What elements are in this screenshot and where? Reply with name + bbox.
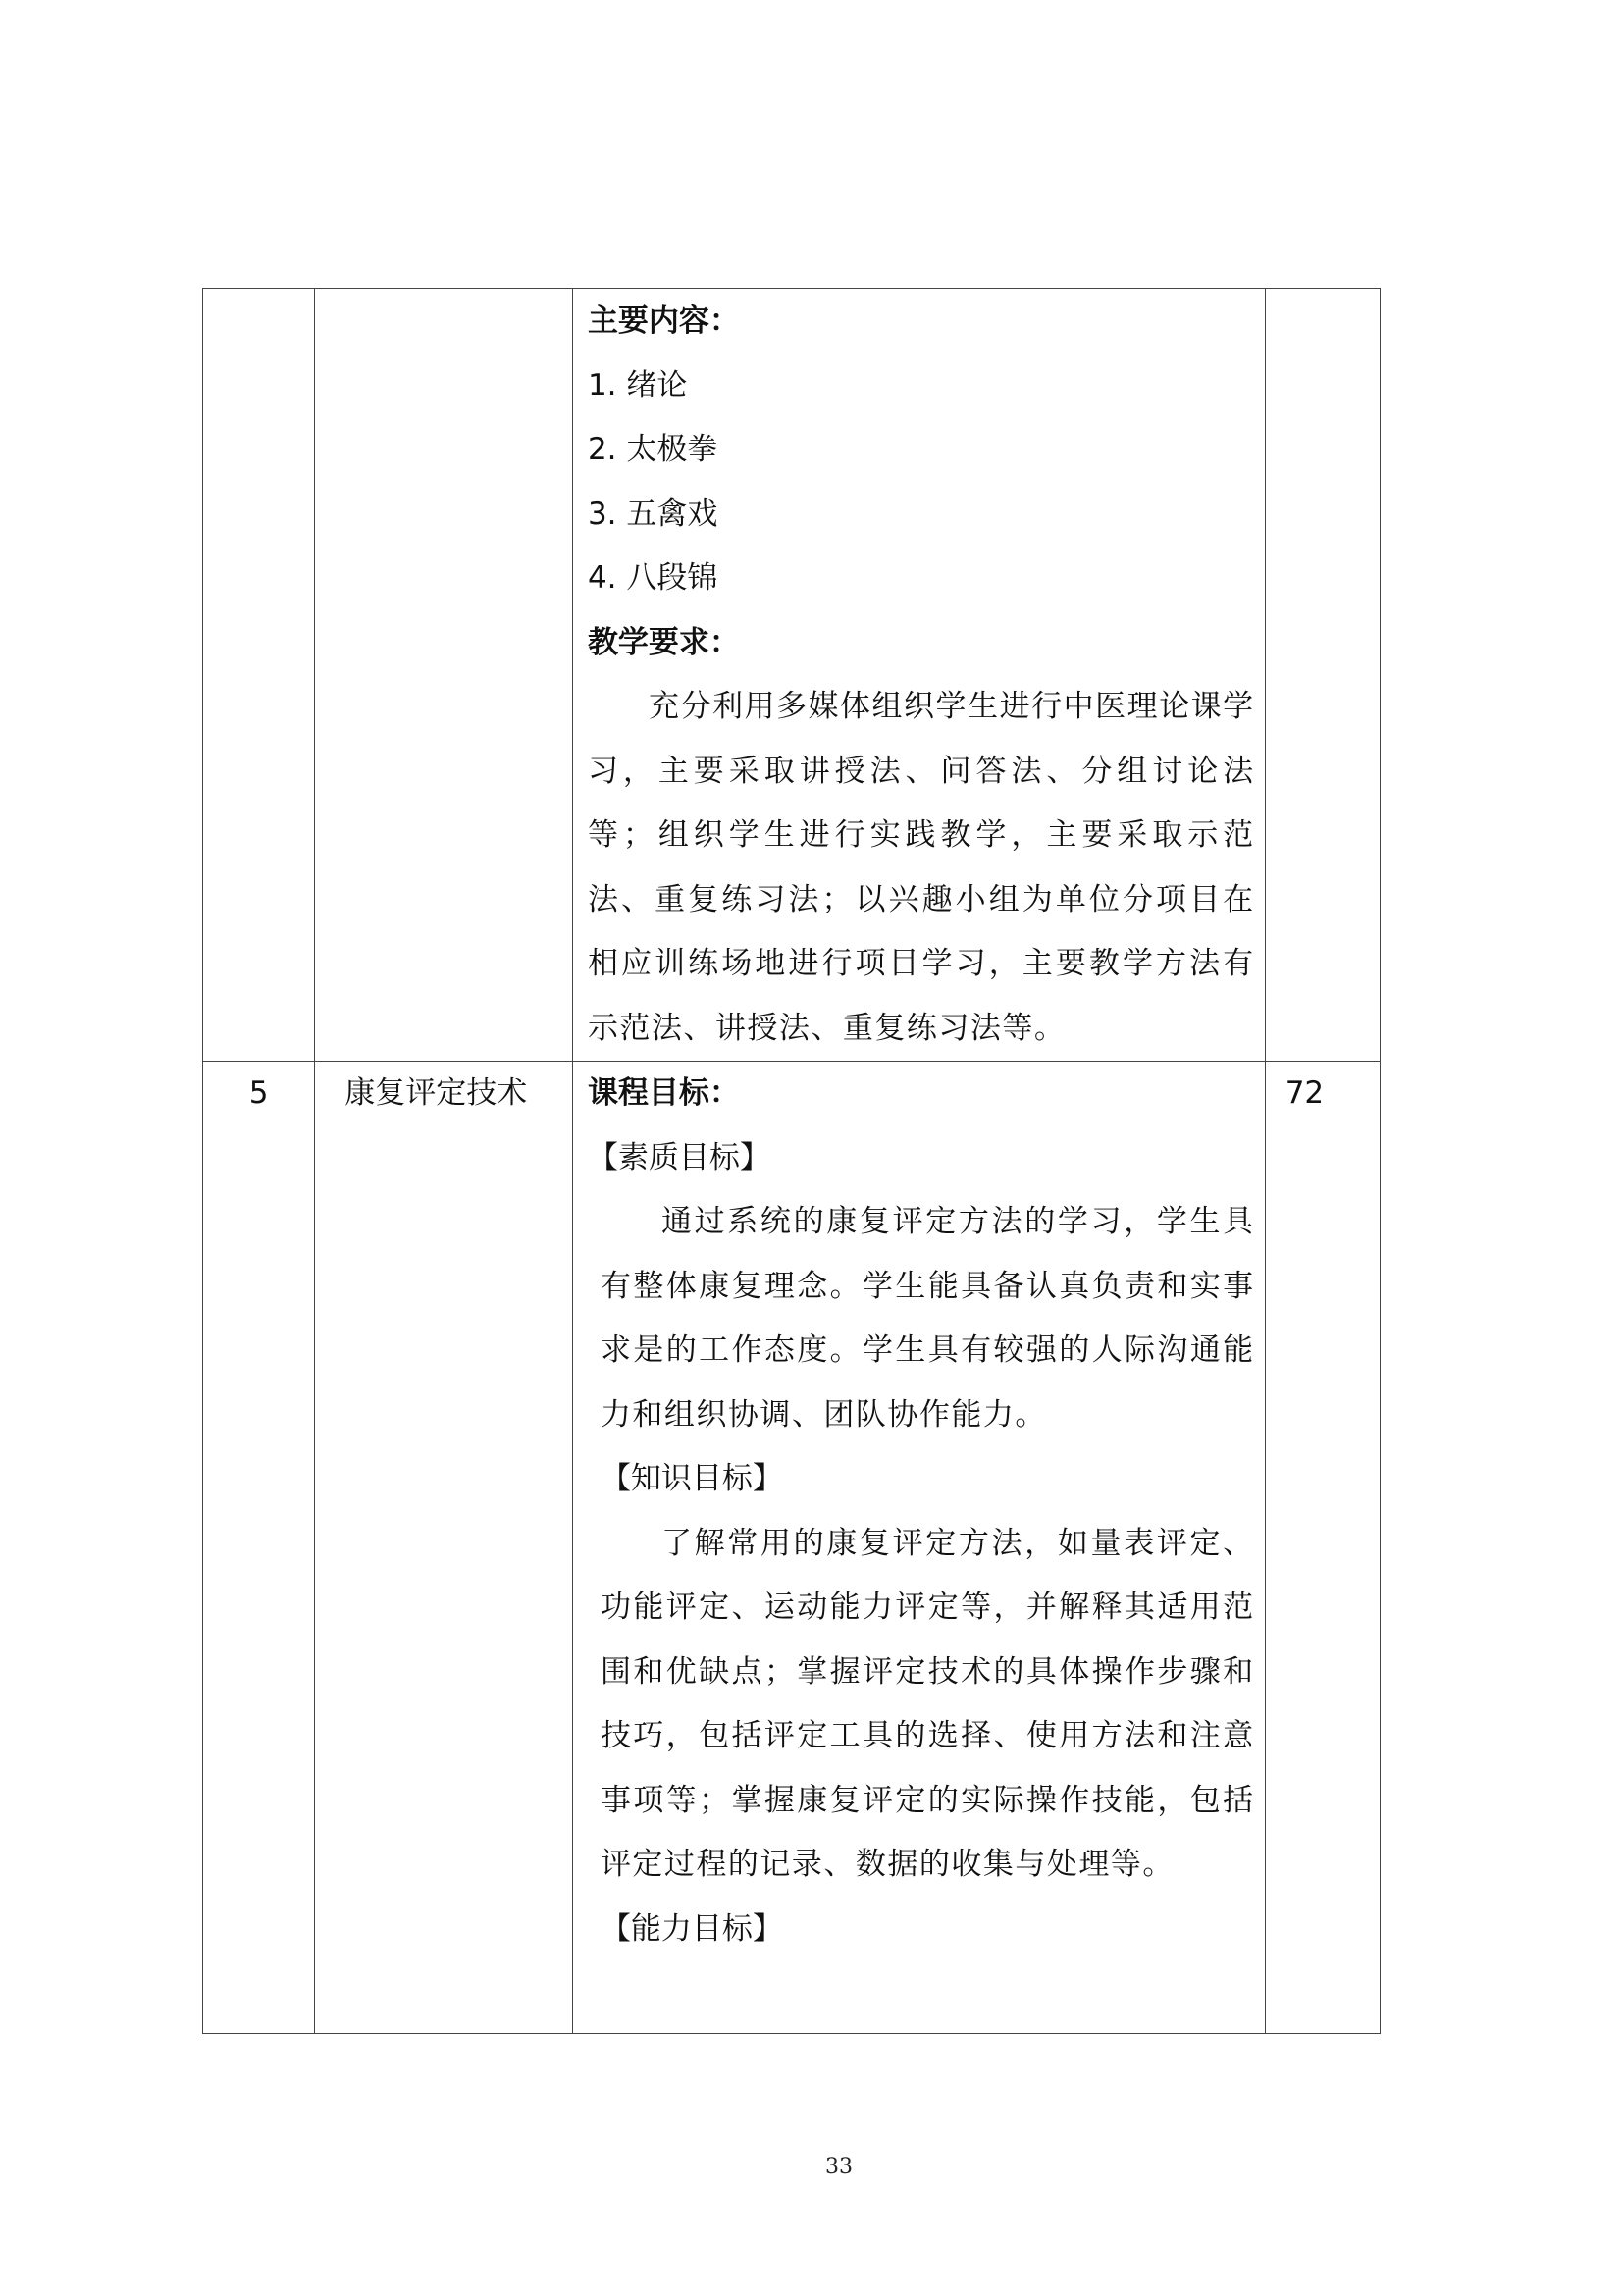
- curriculum-table: [202, 288, 1381, 2034]
- quality-goal-paragraph: 通过系统的康复评定方法的学习，学生具有整体康复理念。学生能具备认真负责和实事求是的工作态度。学生具有较强的人际沟通能力和组织协调、团队协作能力。: [600, 1204, 1255, 1433]
- ability-goal-heading: 【能力目标】: [600, 1910, 783, 1947]
- requirement-paragraph: 充分利用多媒体组织学生进行中医理论课学习，主要采取讲授法、问答法、分组讨论法等；组织学生进行实践教学，主要采取示范法、重复练习法；以兴趣小组为单位分项目在相应训练场地进行项目学习，主要教学方法有示范法、讲授法、重复练习法等。: [587, 689, 1255, 1046]
- course-content-cell: [572, 289, 1265, 1062]
- quality-goal-heading: 【素质目标】: [587, 1139, 770, 1175]
- content-item: 2. 太极拳: [587, 432, 718, 467]
- content-item: 1. 绪论: [587, 367, 688, 403]
- table-row: [203, 1062, 1381, 2034]
- requirement-heading: 教学要求：: [587, 624, 740, 660]
- course-content-cell: [572, 1062, 1265, 2034]
- content-item: 3. 五禽戏: [587, 496, 718, 532]
- course-number-cell: 5: [203, 1062, 315, 2034]
- course-name-cell: [315, 289, 573, 1062]
- page-number: 33: [825, 2155, 853, 2179]
- table-row: [203, 289, 1381, 1062]
- goal-heading: 课程目标：: [587, 1075, 740, 1111]
- hours-cell: 72: [1265, 1062, 1380, 2034]
- hours-cell: [1265, 289, 1380, 1062]
- content-heading: 主要内容：: [587, 303, 740, 339]
- content-item: 4. 八段锦: [587, 560, 718, 596]
- knowledge-goal-paragraph: 了解常用的康复评定方法，如量表评定、功能评定、运动能力评定等，并解释其适用范围和优缺点；掌握评定技术的具体操作步骤和技巧，包括评定工具的选择、使用方法和注意事项等；掌握康复评定的实际操作技能，包括评定过程的记录、数据的收集与处理等。: [600, 1525, 1255, 1882]
- knowledge-goal-heading: 【知识目标】: [600, 1461, 783, 1496]
- course-number-cell: [203, 289, 315, 1062]
- course-name-cell: 康复评定技术: [315, 1062, 573, 2034]
